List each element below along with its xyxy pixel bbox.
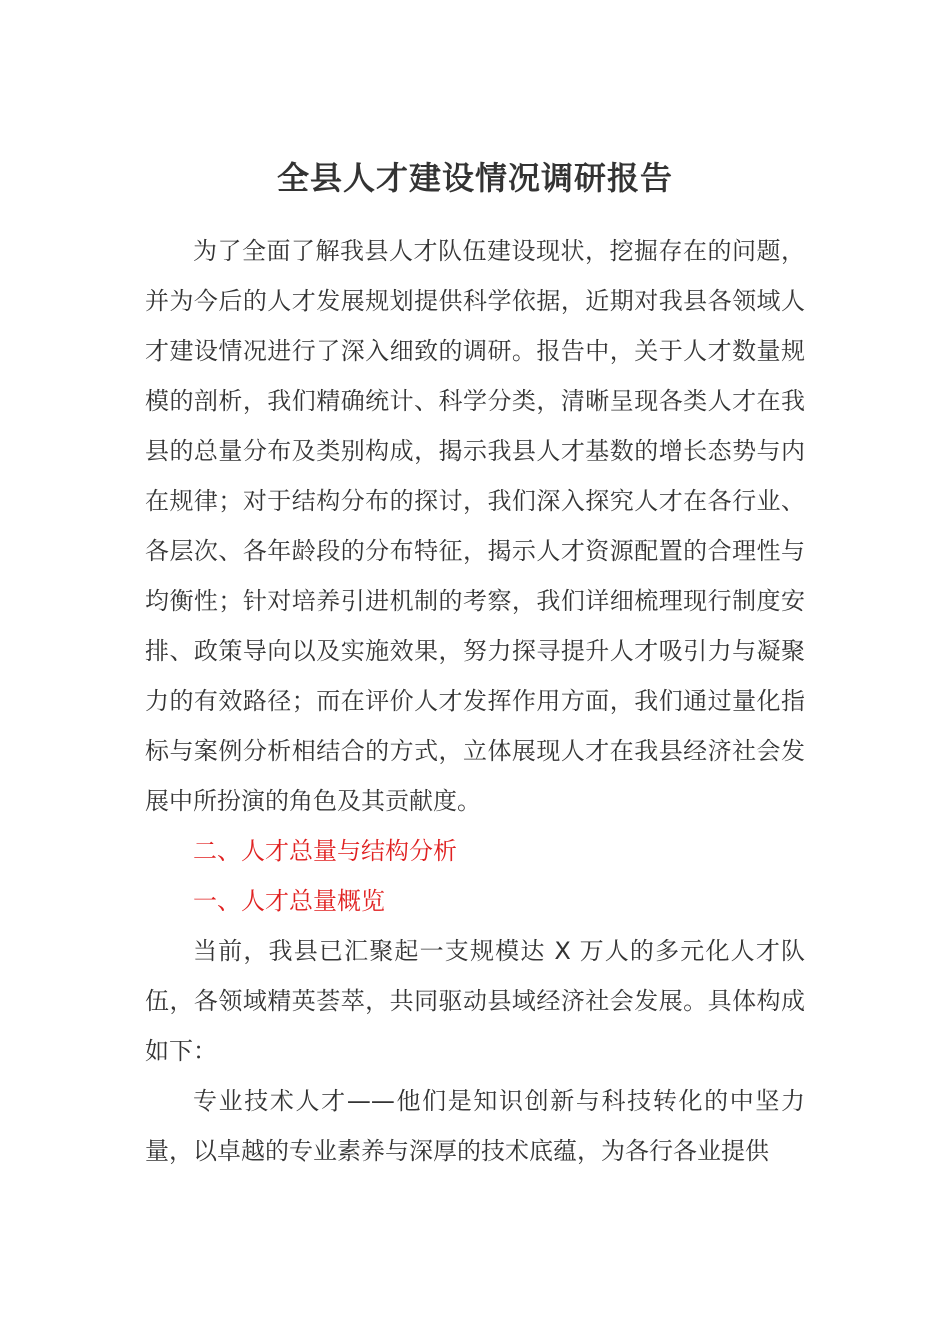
document-body (145, 226, 805, 1176)
professional-talent-paragraph: 专业技术人才——他们是知识创新与科技转化的中坚力量，以卓越的专业素养与深厚的技术底蕴，为各行各业提供 (145, 1087, 805, 1165)
section-heading: 二、人才总量与结构分析 (193, 837, 457, 865)
subsection-heading: 一、人才总量概览 (193, 887, 385, 915)
intro-paragraph: 为了全面了解我县人才队伍建设现状，挖掘存在的问题，并为今后的人才发展规划提供科学依据，近期对我县各领域人才建设情况进行了深入细致的调研。报告中，关于人才数量规模的剖析，我们精确统计、科学分类，清晰呈现各类人才在我县的总量分布及类别构成，揭示我县人才基数的增长态势与内在规律；对于结构分布的探讨，我们深入探究人才在各行业、各层次、各年龄段的分布特征，揭示人才资源配置的合理性与均衡性；针对培养引进机制的考察，我们详细梳理现行制度安排、政策导向以及实施效果，努力探寻提升人才吸引力与凝聚力的有效路径；而在评价人才发挥作用方面，我们通过量化指标与案例分析相结合的方式，立体展现人才在我县经济社会发展中所扮演的角色及其贡献度。 (145, 237, 805, 815)
overview-paragraph: 当前，我县已汇聚起一支规模达 X 万人的多元化人才队伍，各领域精英荟萃，共同驱动县域经济社会发展。具体构成如下： (145, 937, 805, 1065)
document-title: 全县人才建设情况调研报告 (276, 159, 673, 197)
